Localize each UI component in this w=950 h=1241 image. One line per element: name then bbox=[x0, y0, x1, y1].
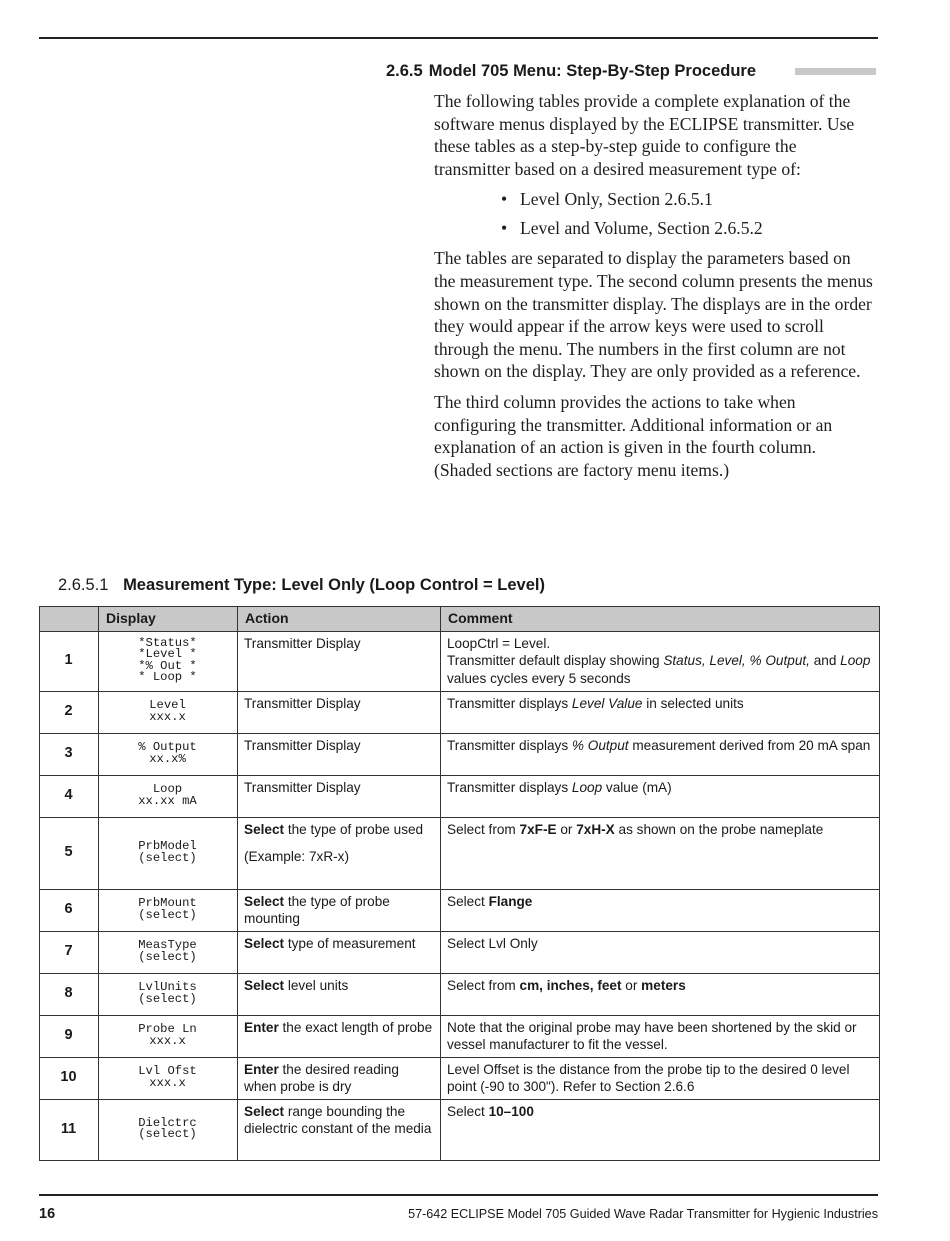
comment-cell: Select Flange bbox=[441, 889, 880, 931]
table-row bbox=[40, 775, 880, 817]
comment-cell: LoopCtrl = Level. Transmitter default display showing Status, Level, % Output, and Loop values cycles every 5 seconds bbox=[441, 631, 880, 691]
table-row bbox=[40, 973, 880, 1015]
intro-paragraph-3: The third column provides the actions to take when configuring the transmitter. Additional information or an explanation of an action is given in the fourth column. (Shaded sections are factory menu items.) bbox=[434, 391, 833, 480]
intro-text bbox=[434, 90, 876, 489]
table-row bbox=[40, 1099, 880, 1160]
display-cell: Lvl Ofst xxx.x bbox=[99, 1057, 238, 1099]
row-number: 6 bbox=[40, 889, 99, 931]
table-row bbox=[40, 631, 880, 691]
action-cell: Select range bounding the dielectric constant of the media bbox=[238, 1099, 441, 1160]
comment-cell: Note that the original probe may have been shortened by the skid or vessel manufacturer to fit the vessel. bbox=[441, 1015, 880, 1057]
action-cell: Transmitter Display bbox=[238, 733, 441, 775]
display-cell: % Output xx.x% bbox=[99, 733, 238, 775]
list-item: • Level and Volume, Section 2.6.5.2 bbox=[501, 218, 763, 239]
document-title: 57-642 ECLIPSE Model 705 Guided Wave Radar Transmitter for Hygienic Industries bbox=[408, 1207, 878, 1221]
action-cell: Select the type of probe mounting bbox=[238, 889, 441, 931]
row-number: 3 bbox=[40, 733, 99, 775]
row-number: 4 bbox=[40, 775, 99, 817]
row-number: 8 bbox=[40, 973, 99, 1015]
table-number: 2.6.5.1 bbox=[58, 576, 109, 594]
comment-cell: Transmitter displays Loop value (mA) bbox=[441, 775, 880, 817]
menu-table bbox=[39, 606, 880, 1161]
display-cell: *Status* *Level * *% Out * * Loop * bbox=[99, 631, 238, 691]
row-number: 5 bbox=[40, 817, 99, 889]
page-number: 16 bbox=[39, 1206, 56, 1222]
intro-paragraph-2: The tables are separated to display the parameters based on the measurement type. The second column presents the menus shown on the transmitter display. The displays are in the order they would appear if the arrow keys were used to scroll through the menu. The numbers in the first column are not shown on the display. They are only provided as a reference. bbox=[434, 248, 873, 382]
row-number: 10 bbox=[40, 1057, 99, 1099]
row-number: 11 bbox=[40, 1099, 99, 1160]
heading-bar bbox=[795, 68, 876, 75]
display-cell: PrbModel (select) bbox=[99, 817, 238, 889]
comment-cell: Select Lvl Only bbox=[441, 931, 880, 973]
action-cell: Transmitter Display bbox=[238, 691, 441, 733]
table-header-row bbox=[40, 607, 880, 632]
comment-cell: Transmitter displays Level Value in selected units bbox=[441, 691, 880, 733]
row-number: 2 bbox=[40, 691, 99, 733]
comment-cell: Select from cm, inches, feet or meters bbox=[441, 973, 880, 1015]
intro-paragraph-1: The following tables provide a complete explanation of the software menus displayed by the ECLIPSE transmitter. Use these tables as a step-by-step guide to configure the transmitter based on a desired measurement type of: bbox=[434, 91, 855, 179]
table-row bbox=[40, 931, 880, 973]
comment-cell: Select 10–100 bbox=[441, 1099, 880, 1160]
top-rule bbox=[39, 37, 878, 39]
section-heading bbox=[386, 62, 756, 81]
action-cell: Transmitter Display bbox=[238, 775, 441, 817]
table-row bbox=[40, 1015, 880, 1057]
comment-cell: Transmitter displays % Output measurement derived from 20 mA span bbox=[441, 733, 880, 775]
action-cell: Transmitter Display bbox=[238, 631, 441, 691]
table-row bbox=[40, 691, 880, 733]
action-cell: Select level units bbox=[238, 973, 441, 1015]
row-number: 1 bbox=[40, 631, 99, 691]
display-cell: MeasType (select) bbox=[99, 931, 238, 973]
display-cell: Level xxx.x bbox=[99, 691, 238, 733]
header-number bbox=[40, 607, 99, 632]
display-cell: Loop xx.xx mA bbox=[99, 775, 238, 817]
header-display: Display bbox=[99, 607, 238, 632]
display-cell: Probe Ln xxx.x bbox=[99, 1015, 238, 1057]
comment-cell: Select from 7xF-E or 7xH-X as shown on the probe nameplate bbox=[441, 817, 880, 889]
measurement-type-list bbox=[434, 188, 876, 239]
display-cell: LvlUnits (select) bbox=[99, 973, 238, 1015]
display-cell: PrbMount (select) bbox=[99, 889, 238, 931]
row-number: 9 bbox=[40, 1015, 99, 1057]
table-row bbox=[40, 1057, 880, 1099]
header-action: Action bbox=[238, 607, 441, 632]
section-title: Model 705 Menu: Step-By-Step Procedure bbox=[428, 62, 757, 80]
action-cell: Select type of measurement bbox=[238, 931, 441, 973]
list-item: • Level Only, Section 2.6.5.1 bbox=[501, 189, 713, 210]
action-cell: Select the type of probe used (Example: 7xR-x) bbox=[238, 817, 441, 889]
table-title bbox=[58, 576, 545, 595]
section-number: 2.6.5 bbox=[386, 62, 423, 80]
display-cell: Dielctrc (select) bbox=[99, 1099, 238, 1160]
bottom-rule bbox=[39, 1194, 878, 1196]
row-number: 7 bbox=[40, 931, 99, 973]
table-row bbox=[40, 817, 880, 889]
action-cell: Enter the exact length of probe bbox=[238, 1015, 441, 1057]
action-cell: Enter the desired reading when probe is dry bbox=[238, 1057, 441, 1099]
comment-cell: Level Offset is the distance from the probe tip to the desired 0 level point (-90 to 300"). Refer to Section 2.6.6 bbox=[441, 1057, 880, 1099]
header-comment: Comment bbox=[441, 607, 880, 632]
table-title-text: Measurement Type: Level Only (Loop Control = Level) bbox=[123, 576, 545, 594]
table-row bbox=[40, 889, 880, 931]
table-row bbox=[40, 733, 880, 775]
